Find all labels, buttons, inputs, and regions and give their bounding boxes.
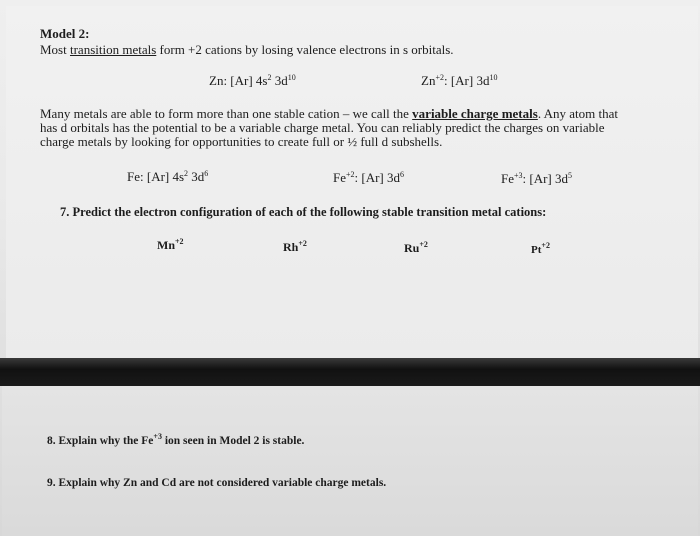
zn2-configuration: $Zn^{+2}$: [Ar] $3d^{10}$ [421, 73, 498, 88]
paragraph-line-2: has d orbitals has the potential to be a variable charge metal. You can reliably predict the charges on variable [40, 120, 605, 135]
ion-mn: $Mn^{+2}$ [157, 237, 184, 252]
page-divider [0, 358, 700, 386]
zn-configuration: Zn: [Ar] $4s^2$ $3d^{10}$ [209, 73, 296, 88]
lower-sheet [2, 386, 698, 536]
variable-charge-metals-term: variable charge metals [412, 106, 538, 121]
ion-rh: $Rh^{+2}$ [283, 239, 307, 254]
fe-configuration: Fe: [Ar] $4s^2$ $3d^6$ [127, 169, 209, 184]
transition-metals-term: transition metals [69, 42, 157, 57]
question-7: 7. Predict the electron configuration of each of the following stable transition metal cations: [60, 205, 547, 219]
question-8: 8. Explain why the $Fe^{+3}$ ion seen in Model 2 is stable. [47, 432, 305, 447]
paragraph-line-3: charge metals by looking for opportunities to create full or ½ full d subshells. [40, 134, 443, 149]
ion-ru: $Ru^{+2}$ [404, 240, 428, 255]
model-title: Model 2: [40, 26, 90, 41]
ion-pt: $Pt^{+2}$ [531, 241, 550, 256]
fe3-configuration: $Fe^{+3}$: [Ar] $3d^5$ [501, 171, 573, 186]
model-intro-line [40, 42, 454, 57]
question-9: 9. Explain why Zn and Cd are not considered variable charge metals. [47, 477, 387, 489]
fe2-configuration: $Fe^{+2}$: [Ar] $3d^6$ [333, 170, 405, 185]
intro-text-pre: Most [40, 42, 70, 57]
paragraph-line-1: Many metals are able to form more than one stable cation – we call the variable charge metals. Any atom that [40, 106, 618, 121]
intro-text-post: form +2 cations by losing valence electrons in s orbitals. [156, 42, 454, 57]
